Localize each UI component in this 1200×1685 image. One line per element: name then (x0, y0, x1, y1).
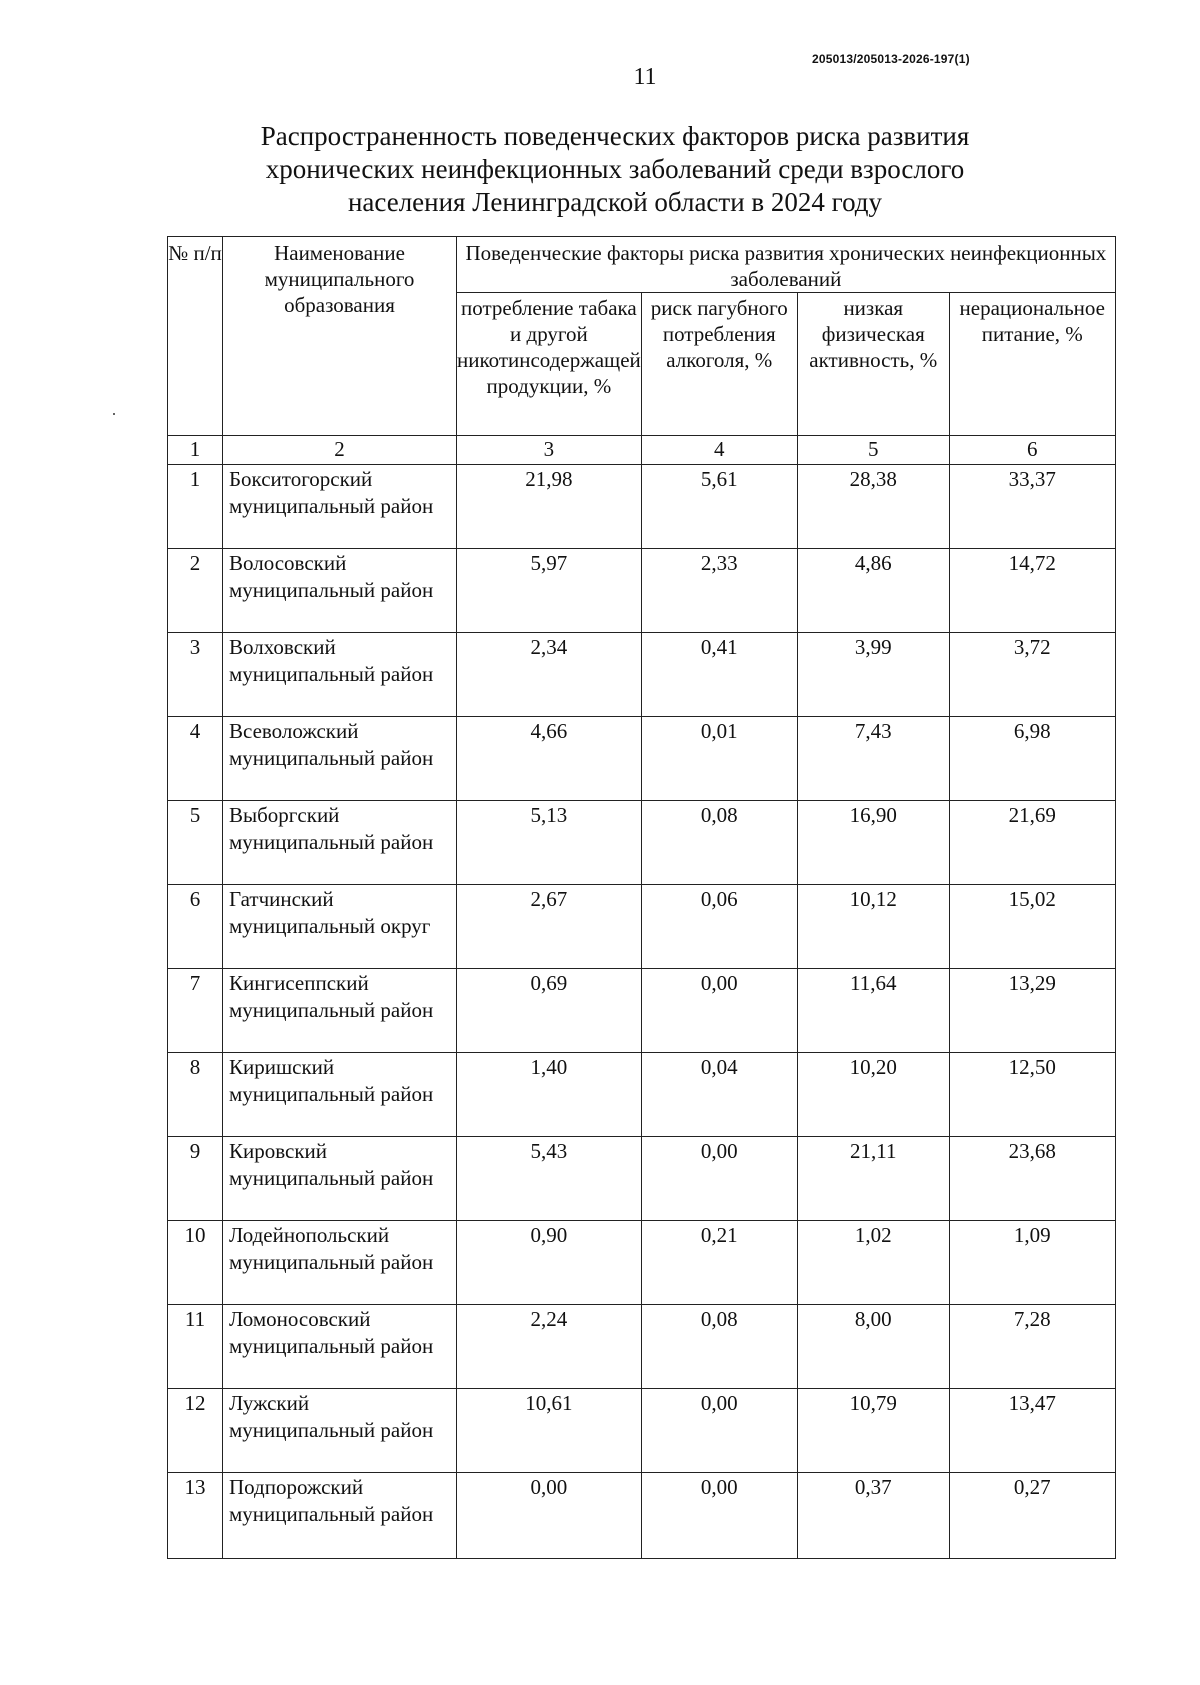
header-alcohol: риск пагубного потребления алкоголя, % (641, 293, 797, 436)
value-tobacco: 2,67 (457, 885, 642, 969)
value-activity: 16,90 (797, 801, 949, 885)
column-index: 2 (223, 436, 457, 465)
table-row (168, 633, 1116, 717)
value-tobacco: 1,40 (457, 1053, 642, 1137)
value-activity: 10,20 (797, 1053, 949, 1137)
header-col-num: № п/п (168, 237, 223, 436)
value-activity: 1,02 (797, 1221, 949, 1305)
value-nutrition: 23,68 (949, 1137, 1115, 1221)
table-row (168, 549, 1116, 633)
table-row (168, 801, 1116, 885)
row-number: 5 (168, 801, 223, 885)
value-nutrition: 6,98 (949, 717, 1115, 801)
value-activity: 3,99 (797, 633, 949, 717)
value-nutrition: 12,50 (949, 1053, 1115, 1137)
value-tobacco: 5,43 (457, 1137, 642, 1221)
municipality-name: Всеволожский муниципальный район (223, 717, 457, 801)
municipality-name: Бокситогорский муниципальный район (223, 465, 457, 549)
value-alcohol: 2,33 (641, 549, 797, 633)
header-nutrition: нерациональное питание, % (949, 293, 1115, 436)
value-nutrition: 13,47 (949, 1389, 1115, 1473)
table-row (168, 1305, 1116, 1389)
value-tobacco: 10,61 (457, 1389, 642, 1473)
table-row (168, 1221, 1116, 1305)
table-row (168, 885, 1116, 969)
value-nutrition: 21,69 (949, 801, 1115, 885)
value-tobacco: 0,00 (457, 1473, 642, 1559)
row-number: 3 (168, 633, 223, 717)
municipality-name: Волосовский муниципальный район (223, 549, 457, 633)
value-activity: 8,00 (797, 1305, 949, 1389)
row-number: 12 (168, 1389, 223, 1473)
value-tobacco: 0,69 (457, 969, 642, 1053)
row-number: 9 (168, 1137, 223, 1221)
table-row (168, 969, 1116, 1053)
value-activity: 7,43 (797, 717, 949, 801)
value-activity: 0,37 (797, 1473, 949, 1559)
table-row (168, 1473, 1116, 1559)
scan-speck (113, 413, 115, 415)
value-alcohol: 0,08 (641, 1305, 797, 1389)
value-alcohol: 0,21 (641, 1221, 797, 1305)
table-row (168, 1137, 1116, 1221)
page-number: 11 (633, 64, 657, 90)
value-activity: 10,12 (797, 885, 949, 969)
row-number: 10 (168, 1221, 223, 1305)
value-tobacco: 5,97 (457, 549, 642, 633)
municipality-name: Волховский муниципальный район (223, 633, 457, 717)
header-col-name: Наименование муниципального образования (223, 237, 457, 436)
municipality-name: Выборгский муниципальный район (223, 801, 457, 885)
value-activity: 28,38 (797, 465, 949, 549)
municipality-name: Кировский муниципальный район (223, 1137, 457, 1221)
row-number: 8 (168, 1053, 223, 1137)
value-activity: 4,86 (797, 549, 949, 633)
column-index-row (168, 436, 1116, 465)
row-number: 4 (168, 717, 223, 801)
value-nutrition: 0,27 (949, 1473, 1115, 1559)
title-line: хронических неинфекционных заболеваний среди взрослого (265, 154, 965, 184)
municipality-name: Лодейнопольский муниципальный район (223, 1221, 457, 1305)
value-activity: 10,79 (797, 1389, 949, 1473)
value-alcohol: 5,61 (641, 465, 797, 549)
column-index: 4 (641, 436, 797, 465)
municipality-name: Гатчинский муниципальный округ (223, 885, 457, 969)
value-nutrition: 3,72 (949, 633, 1115, 717)
row-number: 7 (168, 969, 223, 1053)
value-activity: 21,11 (797, 1137, 949, 1221)
value-alcohol: 0,06 (641, 885, 797, 969)
value-tobacco: 2,34 (457, 633, 642, 717)
title-line: Распространенность поведенческих факторов риска развития (260, 121, 970, 151)
value-activity: 11,64 (797, 969, 949, 1053)
value-nutrition: 1,09 (949, 1221, 1115, 1305)
row-number: 2 (168, 549, 223, 633)
value-nutrition: 33,37 (949, 465, 1115, 549)
column-index: 1 (168, 436, 223, 465)
value-nutrition: 13,29 (949, 969, 1115, 1053)
value-alcohol: 0,00 (641, 1473, 797, 1559)
value-alcohol: 0,00 (641, 1137, 797, 1221)
row-number: 6 (168, 885, 223, 969)
value-tobacco: 21,98 (457, 465, 642, 549)
document-id: 205013/205013-2026-197(1) (812, 52, 970, 66)
municipality-name: Ломоносовский муниципальный район (223, 1305, 457, 1389)
row-number: 11 (168, 1305, 223, 1389)
value-nutrition: 14,72 (949, 549, 1115, 633)
column-index: 3 (457, 436, 642, 465)
value-tobacco: 0,90 (457, 1221, 642, 1305)
value-alcohol: 0,01 (641, 717, 797, 801)
table-row (168, 717, 1116, 801)
value-alcohol: 0,04 (641, 1053, 797, 1137)
value-nutrition: 15,02 (949, 885, 1115, 969)
value-alcohol: 0,41 (641, 633, 797, 717)
municipality-name: Лужский муниципальный район (223, 1389, 457, 1473)
value-alcohol: 0,00 (641, 1389, 797, 1473)
municipality-name: Киришский муниципальный район (223, 1053, 457, 1137)
table-row (168, 1389, 1116, 1473)
table-row (168, 1053, 1116, 1137)
value-alcohol: 0,00 (641, 969, 797, 1053)
municipality-name: Подпорожский муниципальный район (223, 1473, 457, 1559)
row-number: 13 (168, 1473, 223, 1559)
value-tobacco: 5,13 (457, 801, 642, 885)
document-title (235, 120, 995, 219)
value-tobacco: 4,66 (457, 717, 642, 801)
value-nutrition: 7,28 (949, 1305, 1115, 1389)
row-number: 1 (168, 465, 223, 549)
risk-factors-table (167, 236, 1116, 1559)
title-line: населения Ленинградской области в 2024 году (347, 187, 883, 217)
table-row (168, 465, 1116, 549)
municipality-name: Кингисеппский муниципальный район (223, 969, 457, 1053)
value-alcohol: 0,08 (641, 801, 797, 885)
header-group: Поведенческие факторы риска развития хронических неинфекционных заболеваний (457, 237, 1116, 293)
column-index: 5 (797, 436, 949, 465)
header-activity: низкая физическая активность, % (797, 293, 949, 436)
header-tobacco: потребление табака и другой никотинсодержащей продукции, % (457, 293, 642, 436)
value-tobacco: 2,24 (457, 1305, 642, 1389)
column-index: 6 (949, 436, 1115, 465)
